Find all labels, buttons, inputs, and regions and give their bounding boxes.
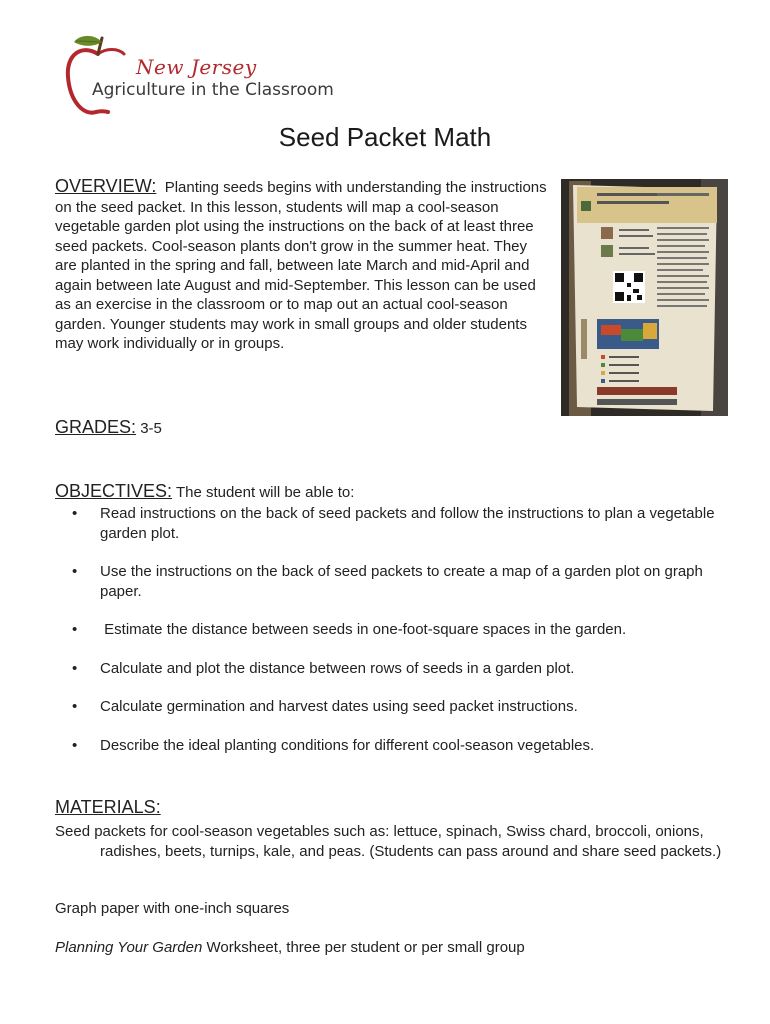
overview-section <box>55 177 550 354</box>
page-title: Seed Packet Math <box>278 122 492 152</box>
objective-text: Describe the ideal planting conditions for different cool-season vegetables. <box>100 736 595 754</box>
materials-item-worksheet <box>55 938 735 958</box>
objectives-list <box>72 504 722 774</box>
seed-packet-photo <box>561 179 728 416</box>
grades-heading: GRADES: <box>55 417 137 437</box>
grades-value: 3-5 <box>140 420 162 437</box>
materials-item-seed-packets: Seed packets for cool-season vegetables such as: lettuce, spinach, Swiss chard, broccoli, onions, radishes, beets, turnips, kale, and peas. (Students can pass around and share seed packets.) <box>55 823 722 860</box>
list-item <box>72 659 722 679</box>
worksheet-quantity: , three per student or per small group <box>277 939 525 956</box>
objective-text: Read instructions on the back of seed packets and follow the instructions to plan a vegetable garden plot. <box>100 505 715 542</box>
objectives-intro: The student will be able to: <box>175 484 355 501</box>
objective-text: Use the instructions on the back of seed packets to create a map of a garden plot on graph paper. <box>100 563 703 600</box>
grades-section <box>55 418 162 439</box>
list-item <box>72 562 722 601</box>
bullet-icon: • <box>72 563 78 580</box>
bullet-icon: • <box>72 621 78 638</box>
objective-text: Calculate and plot the distance between rows of seeds in a garden plot. <box>100 659 575 677</box>
bullet-icon: • <box>72 659 78 677</box>
list-item <box>72 736 722 756</box>
list-item <box>72 697 722 717</box>
materials-item-graph-paper: Graph paper with one-inch squares <box>55 900 290 917</box>
worksheet-title: Planning Your Garden <box>55 939 203 956</box>
logo-state-name: New Jersey <box>136 55 257 79</box>
objective-text: Estimate the distance between seeds in one-foot-square spaces in the garden. <box>100 621 627 638</box>
worksheet-word: Worksheet <box>202 939 278 956</box>
apple-icon <box>62 32 142 122</box>
overview-heading: OVERVIEW: <box>55 176 157 196</box>
overview-text: Planting seeds begins with understanding the instructions on the seed packet. In this lesson, students will map a cool-season vegetable garden plot using the instructions on the back of at least three seed packets. Cool-season plants don't grow in the summer heat. They are planted in the spring and fall, between late March and mid-April and again between late August and mid-September. This lesson can be used as an exercise in the classroom or to map out an actual cool-season garden. Younger students may work in small groups and older students may work individually or in groups. <box>55 179 547 352</box>
logo-org-name: Agriculture in the Classroom <box>92 80 334 100</box>
seed-packet-illustration <box>561 179 728 416</box>
list-item <box>72 620 722 640</box>
materials-section <box>55 798 735 819</box>
bullet-icon: • <box>72 736 78 754</box>
objectives-section <box>55 482 735 503</box>
bullet-icon: • <box>72 698 78 715</box>
objective-text: Calculate germination and harvest dates using seed packet instructions. <box>100 698 578 715</box>
list-item <box>72 504 722 543</box>
objectives-heading: OBJECTIVES: <box>55 481 173 501</box>
materials-heading: MATERIALS: <box>55 797 161 817</box>
bullet-icon: • <box>72 505 78 522</box>
